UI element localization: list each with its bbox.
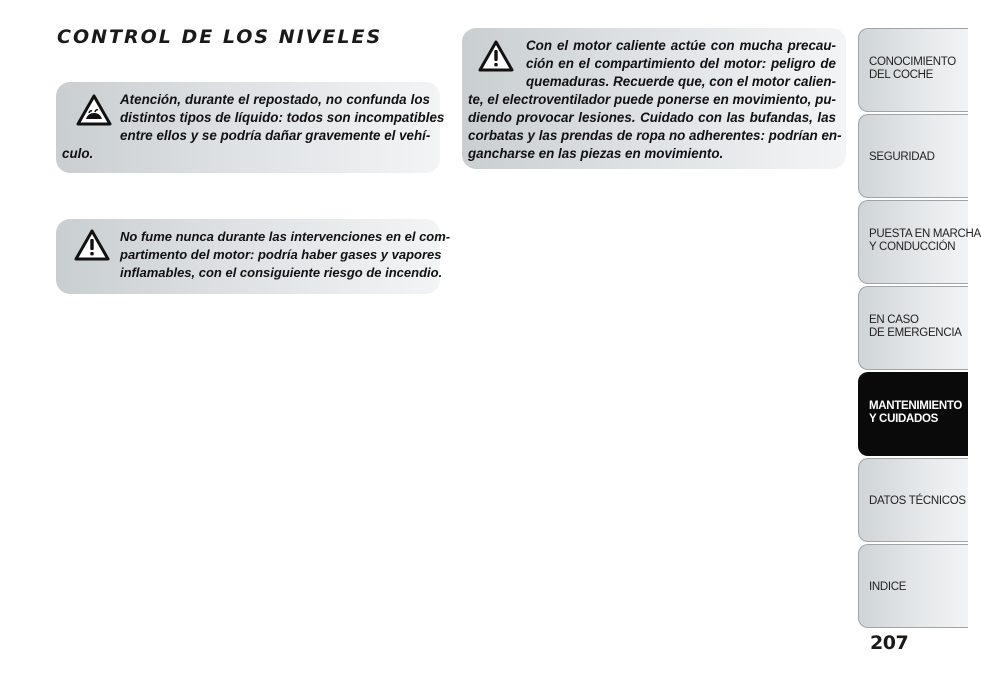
warning-text <box>62 228 451 282</box>
tab-label: Y CONDUCCIÓN <box>869 241 956 253</box>
tab-label: DATOS TÉCNICOS <box>869 495 966 507</box>
warning-line: Atención, durante el repostado, no confunda los <box>120 92 430 107</box>
tab-mantenimiento-y-cuidados[interactable] <box>858 372 968 456</box>
tab-datos-tecnicos[interactable] <box>858 458 968 542</box>
warning-box-no-smoking <box>56 219 451 294</box>
warning-line: quemaduras. Recuerde que, con el motor calien- <box>526 74 836 89</box>
warning-line: corbatas y las prendas de ropa no adherentes: podrían en- <box>468 128 842 143</box>
warning-text <box>468 37 842 163</box>
page-number: 207 <box>870 632 909 654</box>
tab-indice[interactable] <box>858 544 968 628</box>
warning-box-refuel <box>56 82 445 173</box>
warning-box-hot-engine <box>462 28 846 169</box>
warning-line: inflamables, con el consiguiente riesgo de incendio. <box>120 265 443 280</box>
warning-line: entre ellos y se podría dañar gravemente el vehí- <box>120 128 431 143</box>
tab-label: MANTENIMIENTO <box>869 400 962 412</box>
tab-puesta-en-marcha[interactable] <box>858 200 981 284</box>
tab-label: DEL COCHE <box>869 69 933 81</box>
tab-label: CONOCIMIENTO <box>869 56 956 68</box>
tab-label: PUESTA EN MARCHA <box>869 228 981 240</box>
tab-label: Y CUIDADOS <box>869 413 938 425</box>
tab-label: SEGURIDAD <box>869 151 935 163</box>
tab-label: DE EMERGENCIA <box>869 327 962 339</box>
warning-line: gancharse en las piezas en movimiento. <box>468 146 724 161</box>
tab-label: EN CASO <box>869 314 919 326</box>
tab-label: INDICE <box>869 581 907 593</box>
warning-line: diendo provocar lesiones. Cuidado con las bufandas, las <box>468 110 836 125</box>
warning-line: Con el motor caliente actúe con mucha precau- <box>526 38 836 53</box>
tab-seguridad[interactable] <box>858 114 968 198</box>
warning-text <box>62 91 445 163</box>
tab-conocimiento-del-coche[interactable] <box>858 28 968 112</box>
warning-line: partimento del motor: podría haber gases y vapores <box>120 247 442 262</box>
warning-line: culo. <box>62 146 94 161</box>
warning-line: te, el electroventilador puede ponerse en movimiento, pu- <box>468 92 836 107</box>
warning-line: ción en el compartimiento del motor: peligro de <box>526 56 836 71</box>
section-title: CONTROL DE LOS NIVELES <box>57 26 383 48</box>
warning-line: distintos tipos de líquido: todos son incompatibles <box>120 110 445 125</box>
tab-en-caso-de-emergencia[interactable] <box>858 286 968 370</box>
warning-line: No fume nunca durante las intervenciones en el com- <box>120 229 451 244</box>
